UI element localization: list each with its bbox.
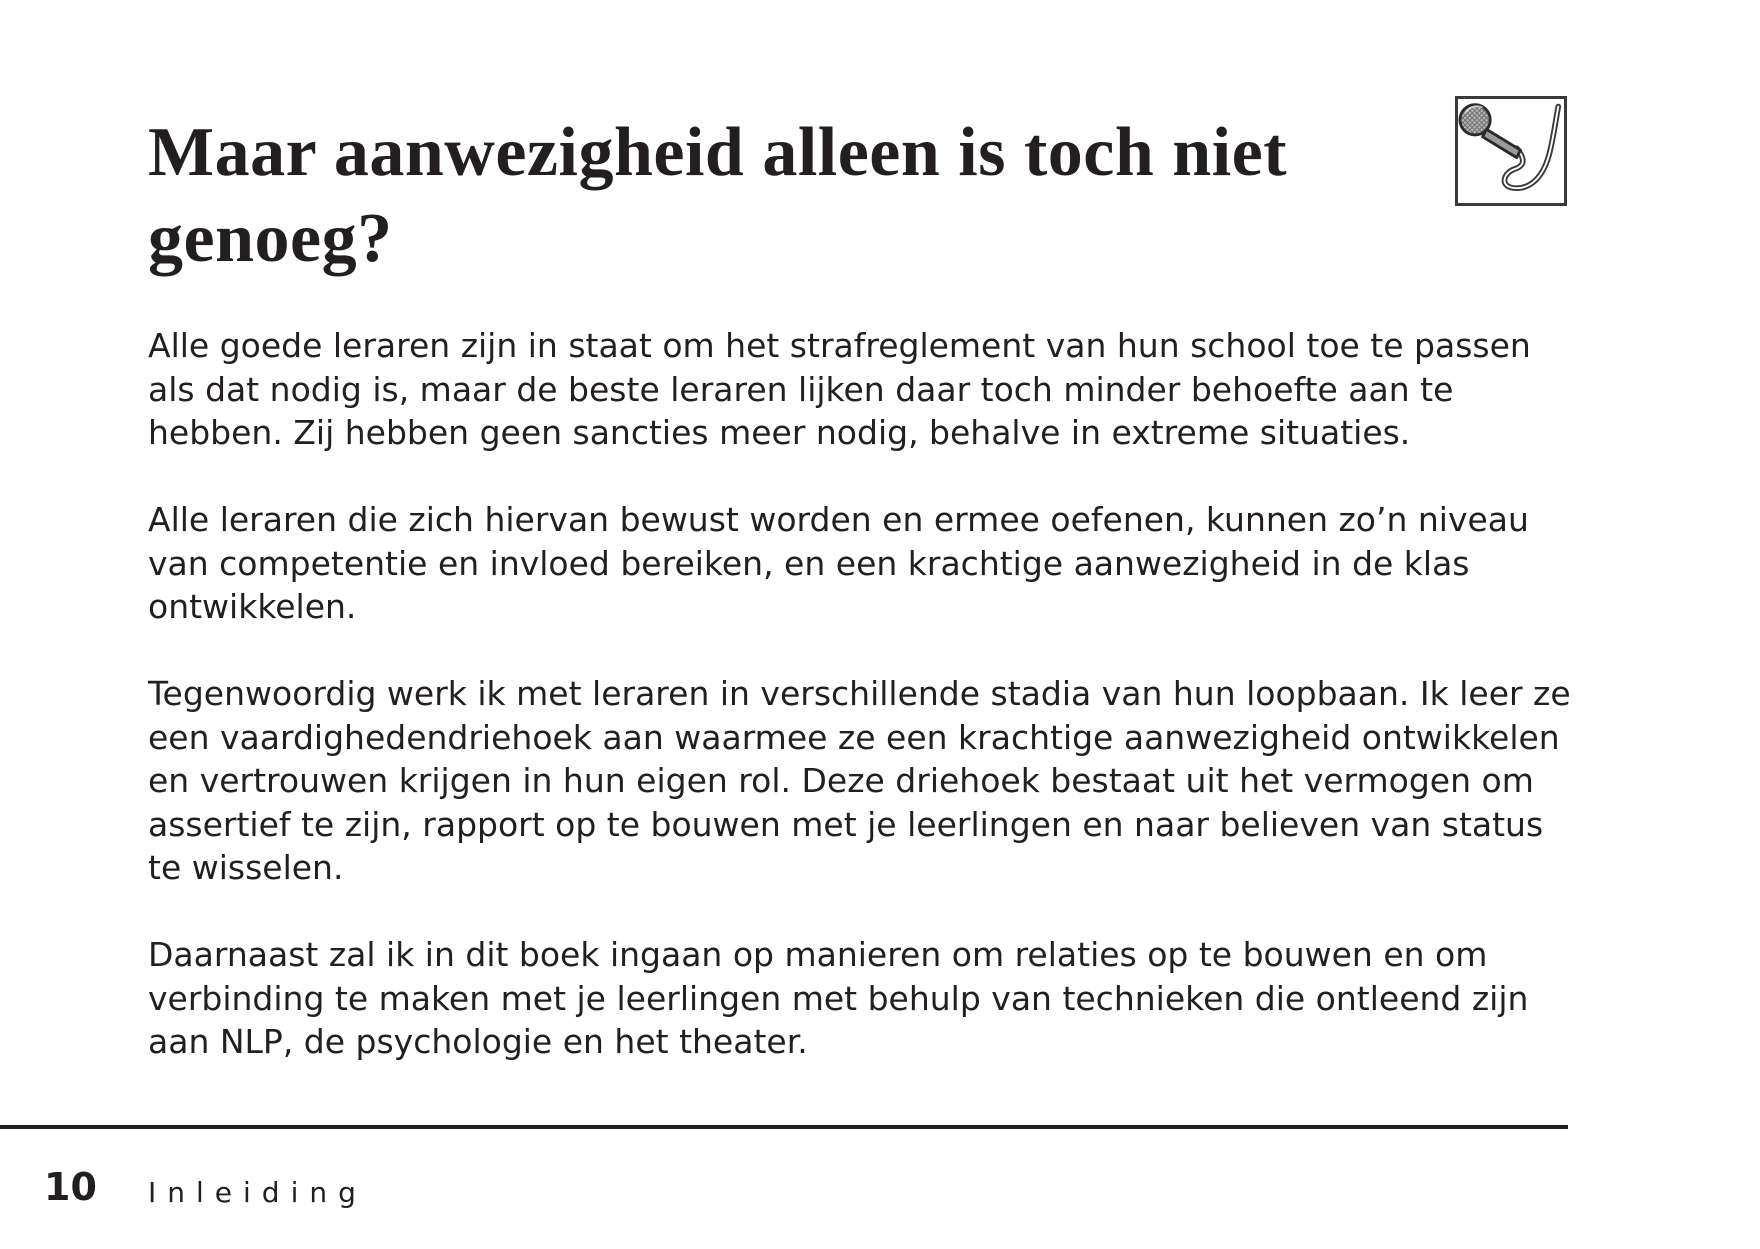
paragraph-4: Daarnaast zal ik in dit boek ingaan op manieren om relaties op te bouwen en om verbinding te maken met je leerlingen met behulp van technieken die ontleend zijn aan NLP, de psychologie en het theater.: [148, 935, 1529, 1061]
paragraph-1: Alle goede leraren zijn in staat om het strafreglement van hun school toe te passen als dat nodig is, maar de beste leraren lijken daar toch minder behoefte aan te hebben. Zij hebben geen sancties meer nodig, behalve in extreme situaties.: [148, 326, 1531, 452]
body-text: [148, 324, 1578, 1107]
page-title: Maar aanwezigheid alleen is toch niet genoeg?: [148, 114, 1288, 277]
paragraph-2: Alle leraren die zich hiervan bewust worden en ermee oefenen, kunnen zo’n niveau van competentie en invloed bereiken, en een krachtige aanwezigheid in de klas ontwikkelen.: [148, 500, 1529, 626]
microphone-icon: [1455, 96, 1567, 206]
section-label: Inleiding: [148, 1176, 367, 1209]
page-number: 10: [44, 1165, 97, 1209]
paragraph-3: Tegenwoordig werk ik met leraren in verschillende stadia van hun loopbaan. Ik leer ze een vaardighedendriehoek aan waarmee ze een krachtige aanwezigheid ontwikkelen en vertrouwen krijgen in hun eigen rol. Deze driehoek bestaat uit het vermogen om assertief te zijn, rapport op te bouwen met je leerlingen en naar believen van status te wisselen.: [148, 674, 1571, 887]
footer-rule: [0, 1125, 1568, 1129]
